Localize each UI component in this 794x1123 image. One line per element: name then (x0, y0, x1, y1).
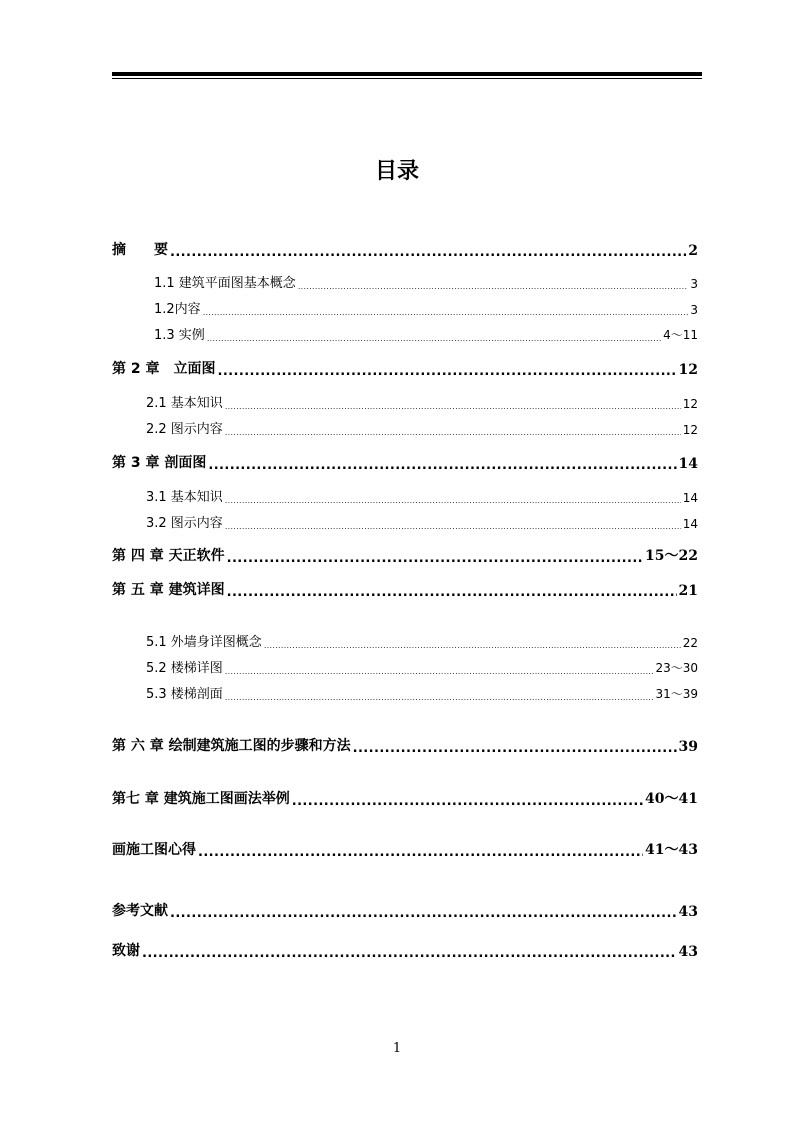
toc-entry-5-2[interactable] (146, 654, 698, 676)
toc-leader-dots (225, 694, 654, 702)
toc-entry-5-3[interactable] (146, 680, 698, 702)
toc-leader-dots (225, 668, 654, 676)
toc-entry-page: 39 (678, 739, 698, 755)
toc-entry-label: 1.3 实例 (154, 328, 205, 343)
toc-leader-dots (225, 523, 681, 531)
toc-leader-dots (353, 742, 677, 755)
toc-entry-1-2[interactable] (154, 295, 698, 317)
toc-leader-dots (208, 459, 676, 472)
toc-entry-page: 12 (682, 397, 698, 411)
toc-entry-page: 22 (682, 636, 698, 650)
toc-entry-page: 40～41 (645, 791, 698, 807)
toc-entry-label: 3.1 基本知识 (146, 490, 223, 505)
toc-leader-dots (225, 429, 681, 437)
toc-entry-label: 1.2内容 (154, 302, 201, 317)
toc-entry-page: 14 (682, 517, 698, 531)
page-number: 1 (392, 1041, 402, 1056)
toc-leader-dots (292, 795, 643, 808)
toc-leader-dots (227, 586, 677, 599)
toc-entry-chapter-4[interactable] (112, 543, 698, 565)
toc-entry-page: 4～11 (663, 328, 698, 342)
toc-entry-2-1[interactable] (146, 389, 698, 411)
toc-entry-page: 2 (688, 243, 698, 259)
toc-entry-label: 参考文献 (112, 903, 168, 919)
toc-entry-page: 14 (678, 456, 698, 472)
toc-entry-label: 第七 章 建筑施工图画法举例 (112, 791, 290, 807)
toc-entry-page: 14 (682, 491, 698, 505)
toc-entry-page: 43 (678, 944, 698, 960)
toc-entry-label: 第 五 章 建筑详图 (112, 582, 225, 598)
toc-entry-reflections[interactable] (112, 837, 698, 859)
toc-leader-dots (198, 846, 643, 859)
toc-entry-page: 21 (678, 583, 698, 599)
toc-leader-dots (227, 552, 643, 565)
toc-entry-3-2[interactable] (146, 509, 698, 531)
toc-leader-dots (203, 309, 689, 317)
toc-entry-abstract[interactable] (112, 237, 698, 259)
toc-entry-page: 12 (678, 362, 698, 378)
toc-entry-label: 1.1 建筑平面图基本概念 (154, 276, 296, 291)
toc-entry-chapter-2[interactable] (112, 356, 698, 378)
toc-entry-acknowledgements[interactable] (112, 938, 698, 960)
toc-entry-page: 41～43 (645, 842, 698, 858)
toc-entry-page: 31～39 (655, 687, 698, 701)
toc-leader-dots (207, 335, 661, 343)
toc-entry-chapter-5[interactable] (112, 577, 698, 599)
toc-leader-dots (264, 642, 681, 650)
toc-entry-page: 23～30 (655, 661, 698, 675)
toc-leader-dots (170, 907, 677, 920)
toc-entry-chapter-7[interactable] (112, 786, 698, 808)
toc-entry-page: 3 (690, 277, 698, 291)
toc-entry-label: 第 六 章 绘制建筑施工图的步骤和方法 (112, 738, 351, 754)
toc-entry-label: 第 3 章 剖面图 (112, 455, 207, 471)
toc-entry-label: 第 四 章 天正软件 (112, 548, 225, 564)
toc-entry-chapter-3[interactable] (112, 450, 698, 472)
toc-entry-page: 12 (682, 423, 698, 437)
toc-entry-label: 5.1 外墙身详图概念 (146, 635, 262, 650)
toc-entry-label: 5.3 楼梯剖面 (146, 687, 223, 702)
toc-entry-page: 43 (678, 904, 698, 920)
toc-entry-label: 3.2 图示内容 (146, 516, 223, 531)
toc-entry-references[interactable] (112, 898, 698, 920)
toc-entry-label: 2.2 图示内容 (146, 422, 223, 437)
toc-leader-dots (218, 365, 677, 378)
toc-entry-chapter-6[interactable] (112, 733, 698, 755)
toc-title: 目录 (374, 159, 419, 184)
toc-entry-label: 5.2 楼梯详图 (146, 661, 223, 676)
toc-entry-page: 15～22 (645, 548, 698, 564)
toc-entry-label: 第 2 章 立面图 (112, 361, 216, 377)
toc-leader-dots (298, 283, 689, 291)
toc-leader-dots (225, 403, 681, 411)
toc-entry-2-2[interactable] (146, 415, 698, 437)
toc-entry-1-1[interactable] (154, 269, 698, 291)
toc-entry-label: 画施工图心得 (112, 842, 196, 858)
toc-entry-label: 致谢 (112, 943, 140, 959)
toc-leader-dots (225, 497, 681, 505)
toc-entry-label: 2.1 基本知识 (146, 396, 223, 411)
toc-leader-dots (142, 947, 677, 960)
toc-entry-5-1[interactable] (146, 628, 698, 650)
toc-leader-dots (170, 246, 686, 259)
toc-entry-page: 3 (690, 303, 698, 317)
toc-entry-3-1[interactable] (146, 483, 698, 505)
toc-entry-1-3[interactable] (154, 321, 698, 343)
toc-entry-label: 摘 要 (112, 242, 168, 258)
